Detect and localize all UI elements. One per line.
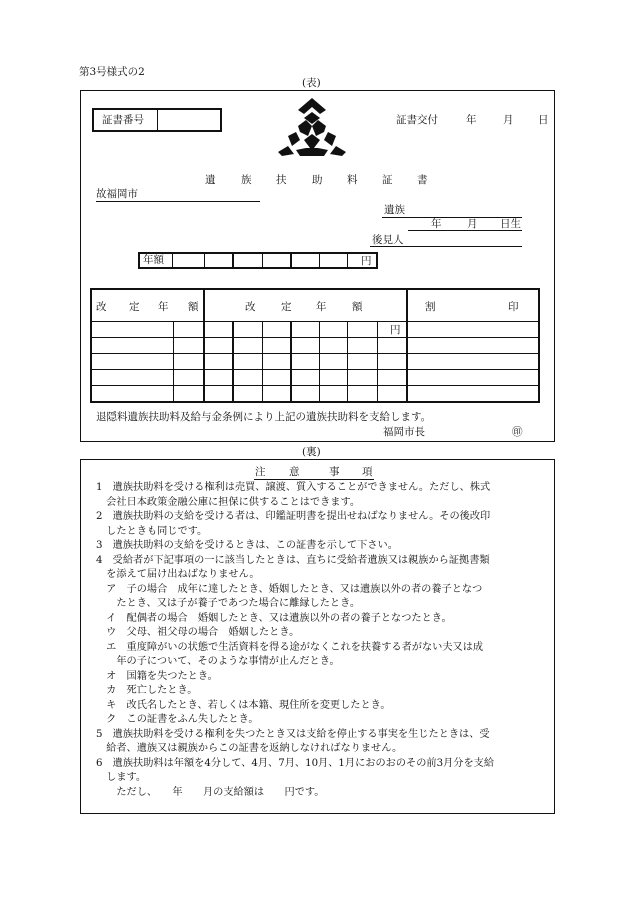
deceased-prefix: 故福岡市 [96, 188, 138, 200]
title-char: 料 [347, 174, 358, 186]
cert-number-label: 証書番号 [102, 114, 144, 126]
issue-year-label: 年 [466, 114, 477, 126]
title-char: 助 [312, 174, 323, 186]
issue-date-label: 証書交付 [396, 114, 438, 126]
note-line: 6 遺族扶助料は年額を4分して、4月、7月、10月、1月におのおのその前3月分を支給 [96, 757, 495, 769]
annual-amount-label: 年額 [143, 254, 164, 266]
note-line: したときも同じです。 [96, 525, 208, 537]
birth-month-label: 月 [467, 218, 478, 230]
revision-header-char: 定 [281, 301, 292, 313]
revision-header-char: 額 [352, 301, 363, 313]
seal-header-char: 割 [425, 301, 436, 313]
notes-heading-char: 意 [289, 466, 300, 478]
fukuoka-city-emblem-icon [274, 96, 350, 158]
birth-day-label: 日生 [500, 218, 521, 230]
note-line: します。 [96, 772, 147, 783]
notes-heading-char: 事 [329, 466, 340, 478]
title-char: 扶 [276, 174, 287, 186]
note-line: オ 国籍を失つたとき。 [96, 670, 218, 682]
title-char: 族 [241, 174, 252, 186]
annual-amount-box [138, 252, 378, 269]
note-line: 1 遺族扶助料を受ける権利は売買、譲渡、質入することができません。ただし、株式 [96, 482, 491, 493]
seal-header-char: 印 [508, 301, 519, 313]
annual-yen-label: 円 [361, 255, 372, 267]
note-line: ア 子の場合 成年に達したとき、婚姻したとき、又は遺族以外の者の養子となつ [96, 583, 483, 595]
note-line: 給者、遺族又は親族からこの証書を返納しなければなりません。 [96, 743, 403, 754]
note-line: イ 配偶者の場合 婚姻したとき、又は遺族以外の者の養子となつたとき。 [96, 612, 452, 624]
issue-month-label: 月 [503, 114, 514, 126]
note-line: 会社日本政策金融公庫に担保に供することはできます。 [96, 496, 361, 508]
note-line: 3 遺族扶助料の支給を受けるときは、この証書を示して下さい。 [96, 540, 398, 551]
guardian-label: 後見人 [372, 234, 404, 246]
revision-header-char: 定 [129, 301, 140, 313]
title-char: 証 [382, 174, 393, 186]
revision-header-char: 年 [316, 301, 327, 313]
payment-statement: 退隠料遺族扶助料及給与金条例により上記の遺族扶助料を支給します。 [96, 411, 432, 423]
title-char: 書 [417, 174, 428, 186]
revision-header-char: 年 [158, 301, 169, 313]
note-line: キ 改氏名したとき、若しくは本籍、現住所を変更したとき。 [96, 699, 391, 711]
issue-day-label: 日 [538, 114, 549, 126]
note-line: ウ 父母、祖父母の場合 婚姻したとき。 [96, 627, 300, 638]
mayor-label: 福岡市長 [383, 426, 425, 438]
note-line: ク この証書をふん失したとき。 [96, 714, 259, 725]
title-char: 遺 [205, 174, 216, 186]
note-line: たとき、又は子が養子であつた場合に離縁したとき。 [96, 598, 361, 609]
note-line: 5 遺族扶助料を受ける権利を失つたとき又は支給を停止する事実を生じたときは、受 [96, 728, 490, 740]
front-label: (表) [302, 77, 321, 89]
note-line: カ 死亡したとき。 [96, 685, 198, 696]
revision-header-char: 額 [188, 301, 199, 313]
note-line: 2 遺族扶助料の支給を受ける者は、印鑑証明書を提出せねばなりません。その後改印 [96, 511, 491, 522]
bereaved-label: 遺族 [384, 204, 405, 216]
notes-list [96, 481, 554, 800]
notes-heading-underline [254, 479, 374, 480]
note-line: 4 受給者が下記事項の一に該当したときは、直ちに受給者遺族又は親族から証拠書類 [96, 554, 490, 566]
birth-year-label: 年 [431, 218, 442, 230]
revision-header-char: 改 [245, 301, 256, 313]
form-number: 第3号様式の2 [79, 66, 145, 78]
revision-header-char: 改 [96, 301, 107, 313]
notes-heading-char: 項 [362, 466, 373, 478]
note-line: 年の子について、そのような事情が止んだとき。 [96, 656, 340, 667]
back-label: (裏) [302, 446, 321, 458]
mayor-seal-mark: ㊞ [512, 426, 523, 438]
revision-yen-label: 円 [390, 324, 401, 336]
notes-heading-char: 注 [255, 466, 266, 478]
note-line: を添えて届け出ねばなりません。 [96, 569, 260, 580]
note-line: ただし、 年 月の支給額は 円です。 [96, 786, 325, 798]
note-line: エ 重度障がいの状態で生活資料を得る途がなくこれを扶養する者がない夫又は成 [96, 641, 484, 653]
